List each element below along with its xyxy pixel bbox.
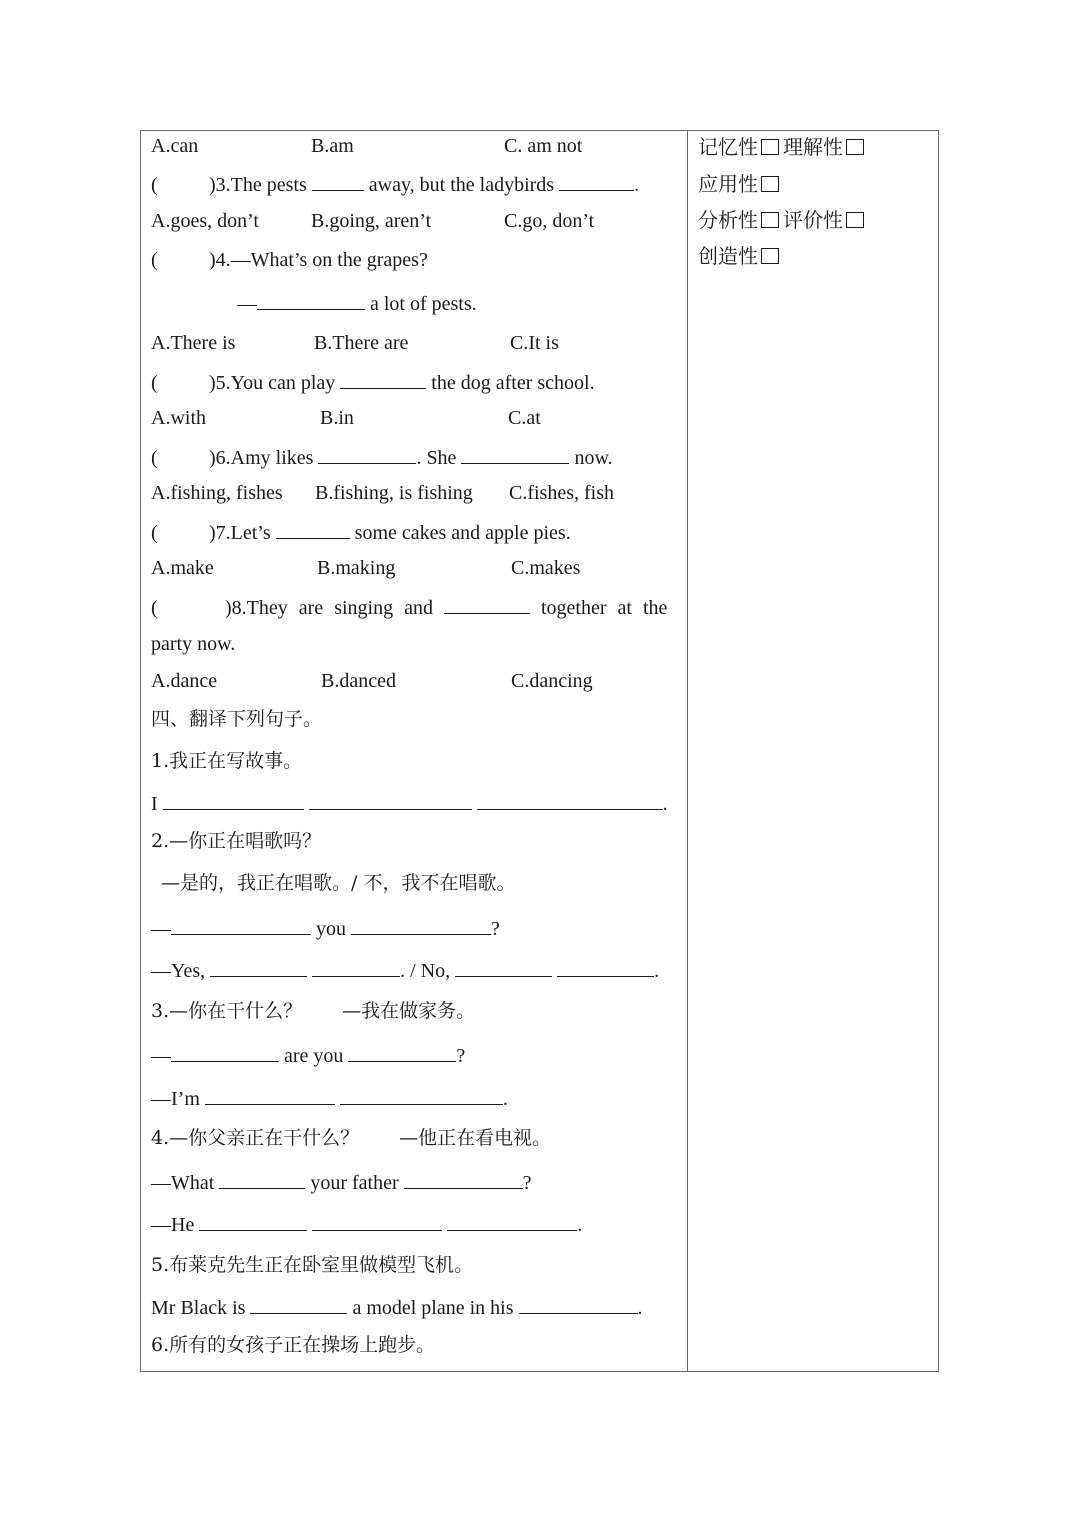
q3-blank-2[interactable] — [559, 171, 634, 191]
q7-answer-paren: ( — [151, 522, 158, 544]
s2-answer-line — [151, 957, 659, 983]
s4-blank-3[interactable] — [199, 1211, 307, 1231]
q5-option-c: C.at — [508, 407, 541, 429]
s4-blank-5[interactable] — [447, 1211, 577, 1231]
q5-option-a: A.with — [151, 407, 206, 429]
column-divider — [687, 131, 688, 1371]
s1-blank-2[interactable] — [309, 790, 472, 810]
q7-blank[interactable] — [276, 519, 350, 539]
q8-word-the: the — [642, 597, 668, 619]
level-application-label: 应用性 — [698, 172, 758, 196]
s2-blank-6[interactable] — [557, 957, 654, 977]
level-evaluation-label: 评价性 — [783, 208, 843, 232]
s3-blank-2[interactable] — [348, 1042, 456, 1062]
level-memory-label: 记忆性 — [698, 135, 758, 159]
q5-answer-paren: ( — [151, 372, 158, 394]
q4-option-c: C.It is — [510, 332, 559, 354]
s4-blank-2[interactable] — [404, 1169, 523, 1189]
q2-option-b: B.am — [311, 135, 354, 157]
q8-word-and: and — [404, 597, 433, 619]
q4-question — [151, 248, 428, 272]
q7-text-1: )7.Let’s — [209, 522, 271, 544]
s4-words-your-father: your father — [310, 1172, 399, 1194]
understanding-checkbox[interactable] — [846, 139, 864, 155]
q5-text-1: )5.You can play — [209, 372, 336, 394]
q3-option-b: B.going, aren’t — [311, 210, 432, 232]
q5-text-2: the dog after school. — [431, 372, 595, 394]
s2-period: . — [654, 960, 660, 982]
s1-word-i: I — [151, 793, 158, 815]
s1-chinese: 1.我正在写故事。 — [151, 750, 303, 772]
level-understanding-label: 理解性 — [783, 135, 843, 159]
s5-chinese: 5.布莱克先生正在卧室里做模型飞机。 — [151, 1254, 474, 1276]
s2-blank-3[interactable] — [210, 957, 307, 977]
q6-blank-1[interactable] — [318, 444, 416, 464]
s2-blank-4[interactable] — [312, 957, 400, 977]
s2-chinese-1: 2.—你正在唱歌吗？ — [151, 830, 322, 852]
q8-word-together: together — [540, 597, 607, 619]
level-row-1 — [698, 135, 868, 159]
q8-word-are: are — [298, 597, 324, 619]
s3-question-line — [151, 1042, 465, 1068]
s2-word-no: . / No, — [400, 960, 451, 982]
s2-word-you: you — [316, 918, 346, 940]
s3-blank-4[interactable] — [340, 1085, 503, 1105]
q8-option-a: A.dance — [151, 670, 218, 692]
creation-checkbox[interactable] — [761, 248, 779, 264]
s5-blank-1[interactable] — [250, 1294, 347, 1314]
s2-blank-5[interactable] — [455, 957, 552, 977]
s2-question-line — [151, 915, 500, 941]
s3-answer-line — [151, 1085, 508, 1111]
q2-option-a: A.can — [151, 135, 199, 157]
level-row-3 — [698, 208, 868, 232]
s2-blank-1[interactable] — [171, 915, 311, 935]
q8-word-singing: singing — [334, 597, 394, 619]
s4-answer-line — [151, 1211, 582, 1237]
q8-text-1: )8.They — [225, 597, 288, 619]
evaluation-checkbox[interactable] — [846, 212, 864, 228]
q6-option-c: C.fishes, fish — [509, 482, 614, 504]
q6-text-3: now. — [574, 447, 613, 469]
level-row-2 — [698, 172, 783, 196]
s3-word-im: —I’m — [151, 1088, 200, 1110]
analysis-checkbox[interactable] — [761, 212, 779, 228]
s3-blank-1[interactable] — [171, 1042, 279, 1062]
q3-text-3: . — [634, 174, 640, 196]
q4-dash: — — [237, 293, 257, 315]
q8-question — [151, 594, 667, 620]
s4-period: . — [577, 1214, 583, 1236]
q8-blank[interactable] — [444, 594, 530, 614]
s4-chinese-2: —他正在看电视。 — [399, 1127, 552, 1149]
q5-question — [151, 369, 595, 395]
worksheet-table — [140, 130, 939, 1372]
q3-text-2: away, but the ladybirds — [368, 174, 555, 196]
q7-text-2: some cakes and apple pies. — [354, 522, 571, 544]
q7-question — [151, 519, 571, 545]
q8-answer-paren: ( — [151, 597, 158, 619]
s4-question-line — [151, 1169, 532, 1195]
s2-dash: — — [151, 918, 171, 940]
q4-text-1: )4.—What’s on the grapes? — [209, 249, 428, 271]
q8-option-b: B.danced — [321, 670, 396, 692]
s1-blank-3[interactable] — [477, 790, 663, 810]
q7-option-a: A.make — [151, 557, 214, 579]
level-creation-label: 创造性 — [698, 244, 758, 268]
s4-blank-4[interactable] — [312, 1211, 442, 1231]
section-4-heading: 四、翻译下列句子。 — [151, 708, 323, 730]
q4-option-a: A.There is — [151, 332, 236, 354]
q6-option-a: A.fishing, fishes — [151, 482, 283, 504]
s2-question-mark: ? — [491, 918, 500, 940]
q3-blank-1[interactable] — [312, 171, 364, 191]
application-checkbox[interactable] — [761, 176, 779, 192]
s2-word-yes: —Yes, — [151, 960, 206, 982]
q6-blank-2[interactable] — [461, 444, 569, 464]
q5-option-b: B.in — [320, 407, 354, 429]
q3-option-c: C.go, don’t — [504, 210, 595, 232]
q6-answer-paren: ( — [151, 447, 158, 469]
s2-blank-2[interactable] — [351, 915, 491, 935]
s3-chinese-1: 3.—你在干什么？ — [151, 1000, 303, 1022]
q3-option-a: A.goes, don’t — [151, 210, 259, 232]
s1-period: . — [662, 793, 668, 815]
s4-chinese-1: 4.—你父亲正在干什么？ — [151, 1127, 360, 1149]
s4-word-he: —He — [151, 1214, 195, 1236]
s3-question-mark: ? — [456, 1045, 466, 1067]
q7-option-b: B.making — [317, 557, 396, 579]
s3-chinese — [151, 999, 475, 1023]
q4-answer-line — [237, 290, 477, 316]
q3-answer-paren: ( — [151, 174, 158, 196]
q4-blank[interactable] — [257, 290, 365, 310]
q6-text-1: )6.Amy likes — [209, 447, 314, 469]
s6-chinese: 6.所有的女孩子正在操场上跑步。 — [151, 1334, 436, 1356]
s2-chinese-2: —是的，我正在唱歌。/ 不，我不在唱歌。 — [161, 872, 516, 894]
q6-text-2: . She — [416, 447, 457, 469]
q8-continuation: party now. — [151, 633, 236, 655]
q2-option-c: C. am not — [504, 135, 583, 157]
level-analysis-label: 分析性 — [698, 208, 758, 232]
s1-answer-line — [151, 790, 668, 816]
s1-blank-1[interactable] — [163, 790, 304, 810]
q7-option-c: C.makes — [511, 557, 581, 579]
s4-chinese — [151, 1126, 551, 1150]
s4-blank-1[interactable] — [219, 1169, 305, 1189]
q5-blank[interactable] — [340, 369, 426, 389]
s5-answer-line — [151, 1294, 643, 1320]
s5-text-1: Mr Black is — [151, 1297, 246, 1319]
q8-word-at: at — [617, 597, 632, 619]
s3-blank-3[interactable] — [205, 1085, 335, 1105]
s3-words-are-you: are you — [284, 1045, 344, 1067]
q4-text-2: a lot of pests. — [370, 293, 477, 315]
q4-answer-paren: ( — [151, 249, 158, 271]
s4-question-mark: ? — [522, 1172, 532, 1194]
s3-period: . — [502, 1088, 508, 1110]
s3-dash: — — [151, 1045, 171, 1067]
q3-question — [151, 171, 639, 197]
level-row-4 — [698, 244, 783, 268]
memory-checkbox[interactable] — [761, 139, 779, 155]
s5-period: . — [637, 1297, 643, 1319]
q3-text-1: )3.The pests — [209, 174, 307, 196]
q8-option-c: C.dancing — [511, 670, 593, 692]
q6-option-b: B.fishing, is fishing — [315, 482, 473, 504]
s5-blank-2[interactable] — [519, 1294, 638, 1314]
q6-question — [151, 444, 613, 470]
s3-chinese-2: —我在做家务。 — [342, 1000, 476, 1022]
s4-word-what: —What — [151, 1172, 215, 1194]
s5-text-2: a model plane in his — [352, 1297, 514, 1319]
q4-option-b: B.There are — [314, 332, 409, 354]
